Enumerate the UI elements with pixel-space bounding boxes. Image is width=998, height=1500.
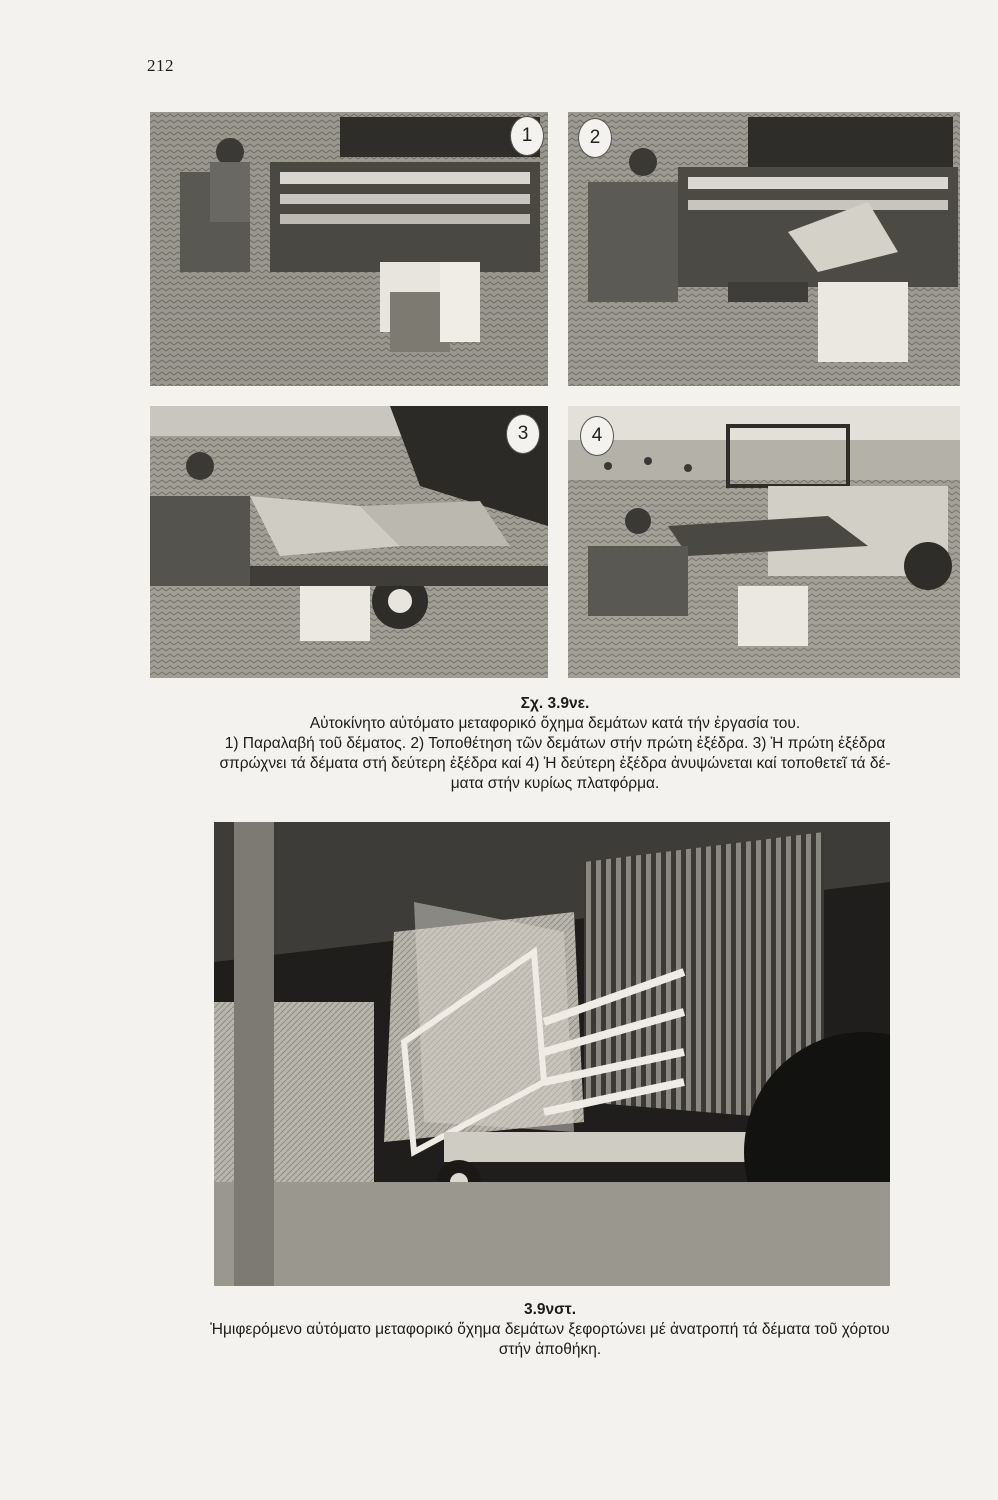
figure-1-caption-line: σπρώχνει τά δέματα στή δεύτερη ἐξέδρα καί 4) Ἡ δεύτερη ἐξέδρα ἀνυψώνεται καί τοποθετεῖ τά δέ- <box>219 755 891 772</box>
panel-number-3: 3 <box>506 414 540 454</box>
figure-2-caption-title: 3.9νστ. <box>524 1301 576 1318</box>
figure-2-caption-line: Ἡμιφερόμενο αὐτόματο μεταφορικό ὄχημα δεμάτων ξεφορτώνει μέ ἀνατροπή τά δέματα τοῦ χόρτου <box>210 1321 890 1338</box>
photo-panel-2 <box>568 112 960 386</box>
photo-panel-3 <box>150 406 548 678</box>
figure-1-caption-title: Σχ. 3.9νε. <box>520 695 590 712</box>
panel-number-2: 2 <box>578 118 612 158</box>
figure-2-caption <box>100 1300 998 1360</box>
panel-number-1: 1 <box>510 116 544 156</box>
figure-1-caption-line: Αὐτοκίνητο αὐτόματο μεταφορικό ὄχημα δεμάτων κατά τήν ἐργασία του. <box>309 715 801 732</box>
photo-panel-4 <box>568 406 960 678</box>
figure-1-caption-line: ματα στήν κυρίως πλατφόρμα. <box>450 775 660 792</box>
photo-panel-1 <box>150 112 548 386</box>
panel-number-4: 4 <box>580 416 614 456</box>
figure-2-caption-line: στήν ἀποθήκη. <box>498 1341 602 1358</box>
figure-1-caption <box>140 694 970 794</box>
page-number: 212 <box>147 56 174 75</box>
figure-1-caption-line: 1) Παραλαβή τοῦ δέματος. 2) Τοποθέτηση τῶν δεμάτων στήν πρώτη ἐξέδρα. 3) Ἡ πρώτη ἐξέδρα <box>224 735 886 752</box>
photo-bale-unloader <box>214 822 890 1286</box>
